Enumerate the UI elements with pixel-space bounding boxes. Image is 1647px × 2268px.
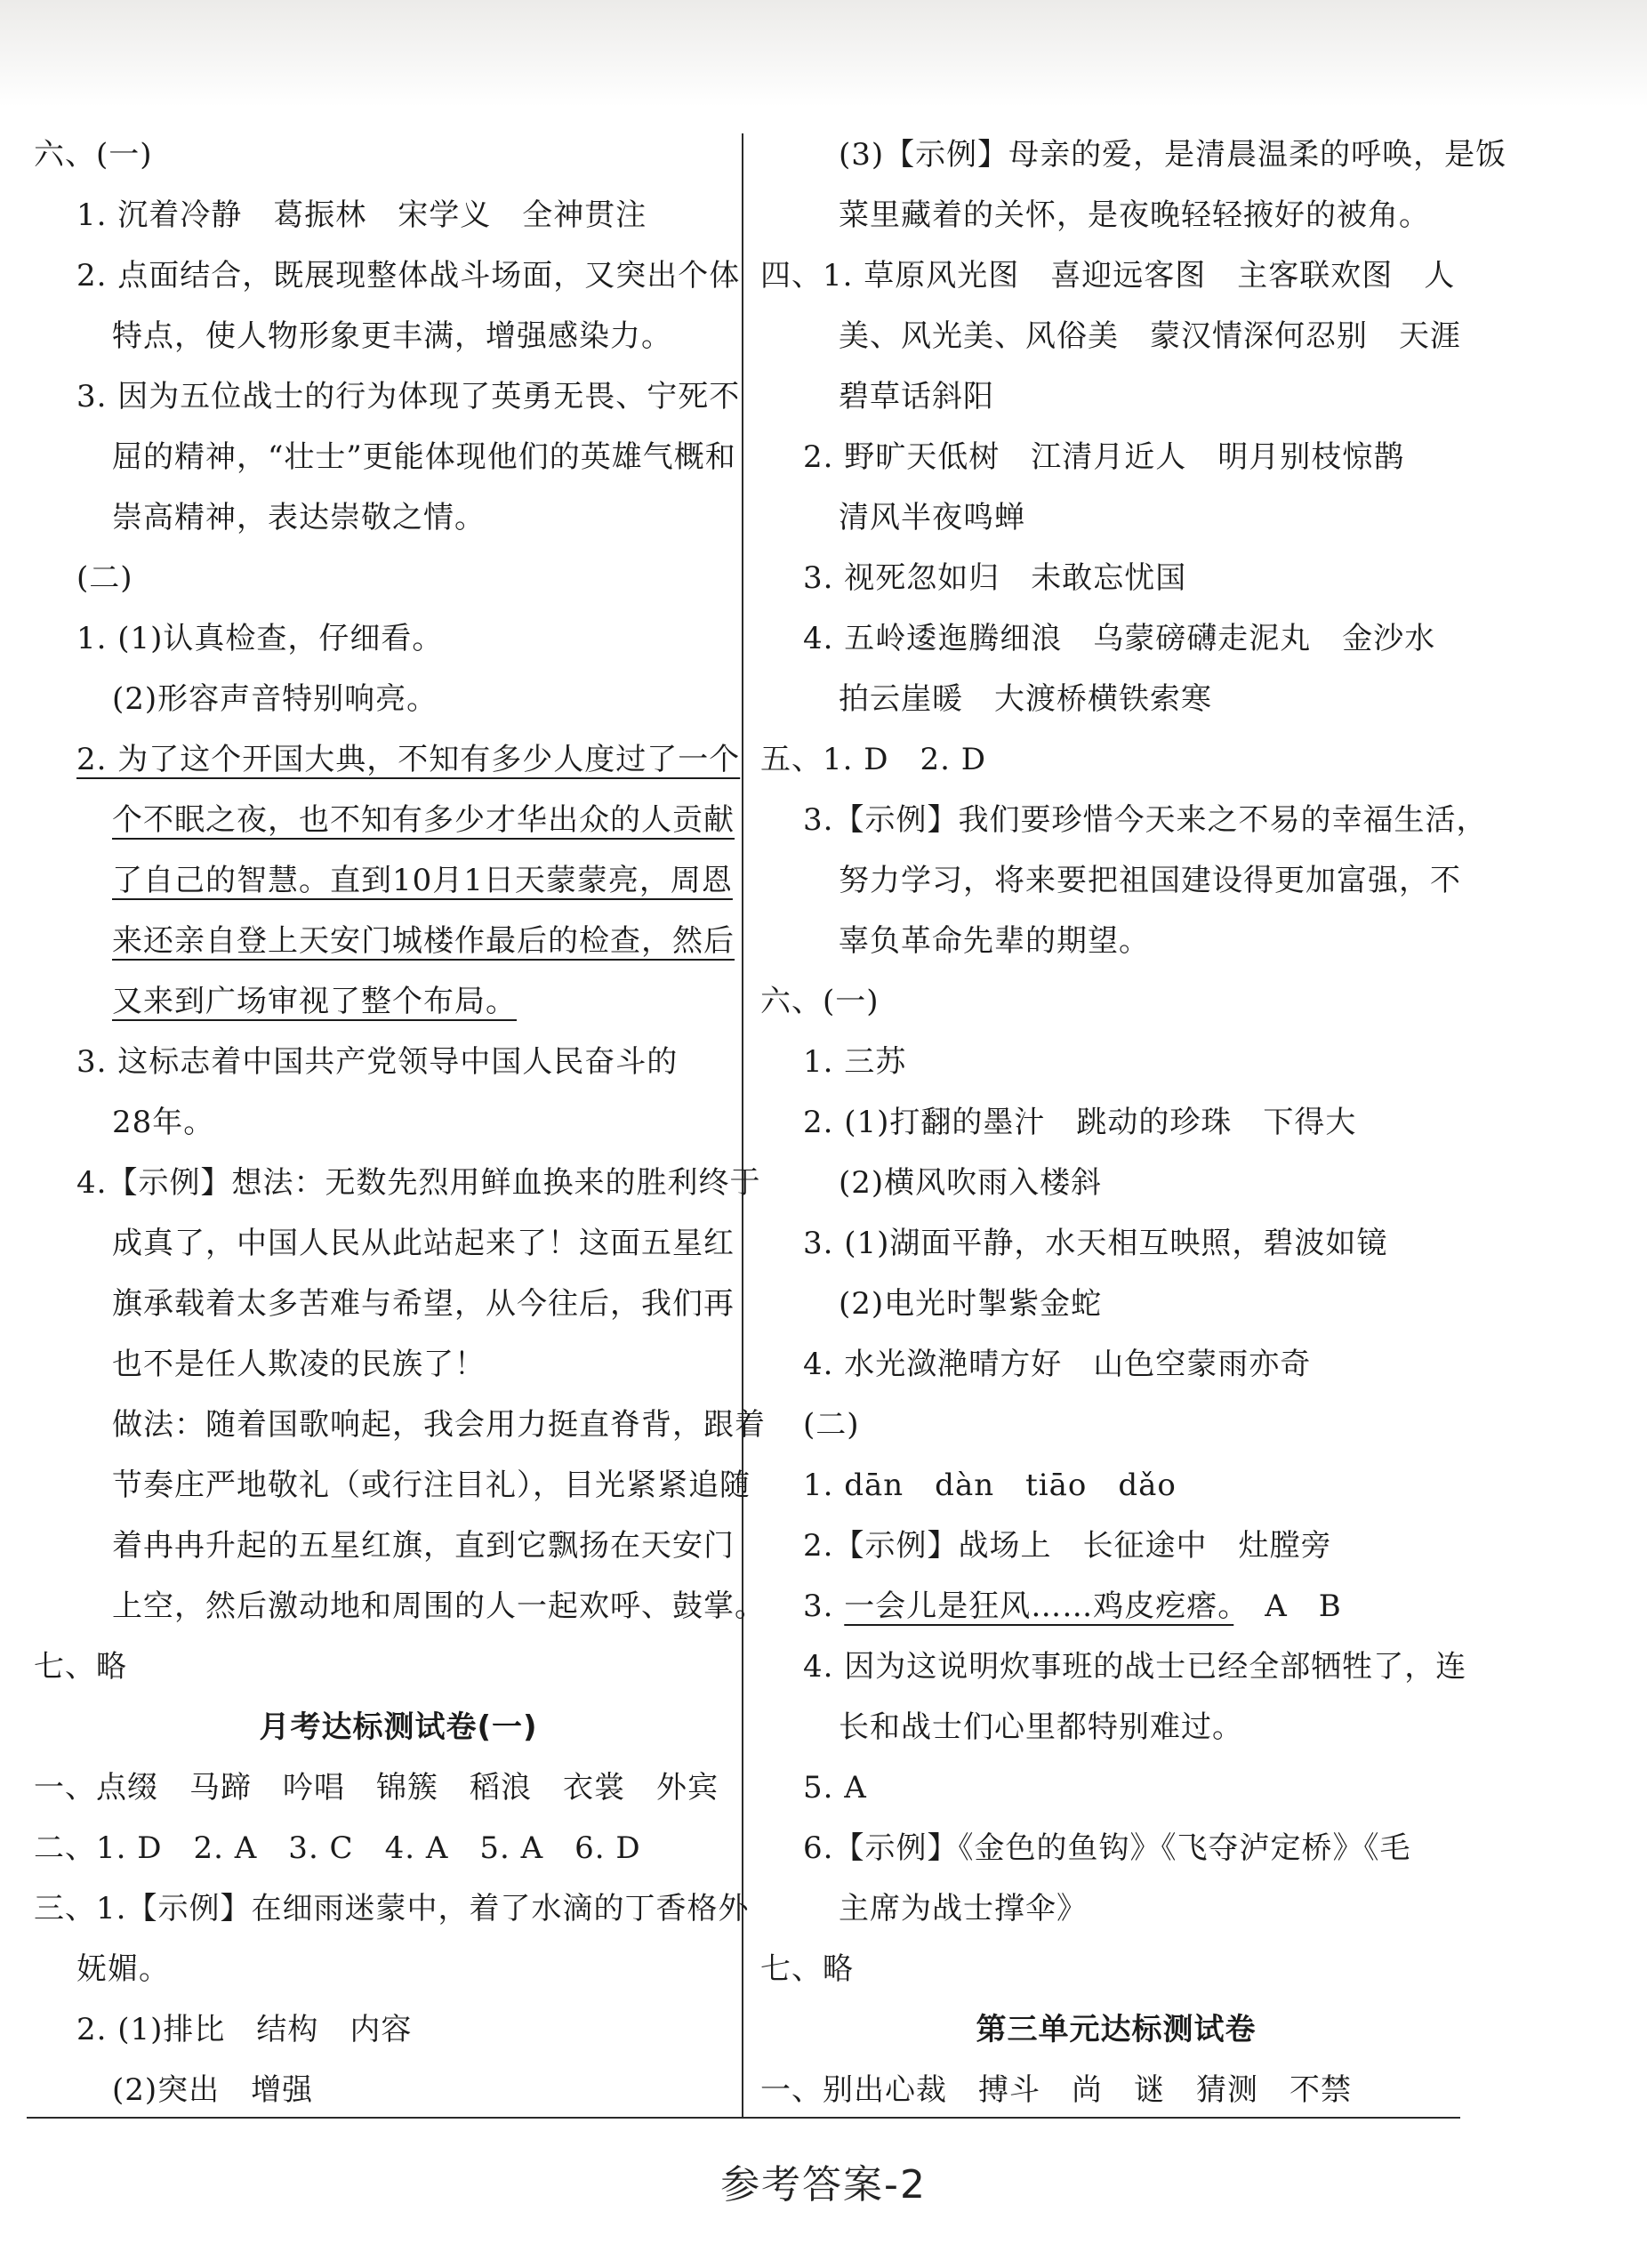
right-column — [760, 125, 1507, 2120]
answer-line — [34, 790, 763, 850]
underlined-text: 又来到广场审视了整个布局。 — [112, 984, 517, 1019]
answer-line: 七、略 — [34, 1649, 127, 1685]
answer-line: 节奏庄严地敬礼（或行注目礼），目光紧紧追随 — [112, 1468, 751, 1503]
scan-top-band — [0, 0, 1647, 107]
answer-line: 2. 点面结合，既展现整体战斗场面，又突出个体 — [76, 258, 741, 294]
answer-line: 碧草话斜阳 — [839, 379, 994, 414]
answer-line: 4. 五岭逶迤腾细浪 乌蒙磅礴走泥丸 金沙水 — [803, 621, 1436, 656]
answer-line: 4. 因为这说明炊事班的战士已经全部牺牲了，连 — [803, 1649, 1467, 1685]
answer-line: 崇高精神，表达崇敬之情。 — [112, 500, 486, 535]
answer-line: 3. 视死忽如归 未敢忘忧国 — [803, 560, 1187, 596]
answer-line: 妩媚。 — [76, 1951, 170, 1987]
answer-line: 上空，然后激动地和周围的人一起欢呼、鼓掌。 — [112, 1588, 766, 1624]
answer-line: 1. 三苏 — [803, 1044, 907, 1080]
answer-line: (二) — [76, 560, 133, 596]
answer-line: 美、风光美、风俗美 蒙汉情深何忍别 天涯 — [839, 318, 1461, 354]
section-title: 月考达标测试卷(一) — [259, 1709, 538, 1745]
answer-line: 2. (1)排比 结构 内容 — [76, 2012, 413, 2047]
answer-line: (2)形容声音特别响亮。 — [112, 681, 438, 717]
answer-line: 特点，使人物形象更丰满，增强感染力。 — [112, 318, 672, 354]
answer-line: 旗承载着太多苦难与希望，从今往后，我们再 — [112, 1286, 735, 1322]
answer-line: 着冉冉升起的五星红旗，直到它飘扬在天安门 — [112, 1528, 735, 1564]
answer-line: 七、略 — [760, 1951, 854, 1987]
answer-line — [34, 850, 763, 911]
answer-line: 1. 沉着冷静 葛振林 宋学义 全神贯注 — [76, 197, 647, 233]
answer-line: 辜负革命先辈的期望。 — [839, 923, 1150, 959]
answer-line: 3.【示例】我们要珍惜今天来之不易的幸福生活， — [803, 802, 1488, 838]
answer-line: 菜里藏着的关怀，是夜晚轻轻掖好的被角。 — [839, 197, 1430, 233]
underlined-text: 个不眠之夜，也不知有多少才华出众的人贡献 — [112, 802, 735, 838]
answer-line: 六、(一) — [760, 984, 880, 1019]
answer-line: 3. (1)湖面平静，水天相互映照，碧波如镜 — [803, 1226, 1388, 1261]
answer-line: 长和战士们心里都特别难过。 — [839, 1709, 1243, 1745]
answer-line — [34, 971, 763, 1032]
answer-line: 拍云崖暖 大渡桥横铁索寒 — [839, 681, 1212, 717]
answer-line: 做法：随着国歌响起，我会用力挺直脊背，跟着 — [112, 1407, 766, 1443]
answer-line: 1. (1)认真检查，仔细看。 — [76, 621, 444, 656]
answer-line: 3. 一会儿是狂风……鸡皮疙瘩。 A B — [803, 1588, 1342, 1624]
answer-line: 四、1. 草原风光图 喜迎远客图 主客联欢图 人 — [760, 258, 1456, 294]
answer-line: 屈的精神，“壮士”更能体现他们的英雄气概和 — [112, 439, 736, 475]
answer-line: 三、1.【示例】在细雨迷蒙中，着了水滴的丁香格外 — [34, 1891, 750, 1926]
answer-line: 六、(一) — [34, 137, 153, 173]
answer-line: 也不是任人欺凌的民族了！ — [112, 1347, 486, 1382]
answer-line: 3. 这标志着中国共产党领导中国人民奋斗的 — [76, 1044, 679, 1080]
answer-line: 二、1. D 2. A 3. C 4. A 5. A 6. D — [34, 1830, 641, 1866]
answer-line: 4. 水光潋滟晴方好 山色空蒙雨亦奇 — [803, 1347, 1312, 1382]
answer-line: (二) — [803, 1407, 860, 1443]
page-footer: 参考答案-2 — [720, 2162, 927, 2208]
answer-line: 主席为战士撑伞》 — [839, 1891, 1088, 1926]
answer-line: (3)【示例】母亲的爱，是清晨温柔的呼唤，是饭 — [839, 137, 1507, 173]
answer-line: 1. dān dàn tiāo dǎo — [803, 1468, 1177, 1503]
underlined-text: 来还亲自登上天安门城楼作最后的检查，然后 — [112, 923, 735, 959]
answer-line: 4.【示例】想法：无数先烈用鲜血换来的胜利终于 — [76, 1165, 761, 1201]
answer-line: 努力学习，将来要把祖国建设得更加富强，不 — [839, 863, 1461, 898]
answer-line: 五、1. D 2. D — [760, 742, 987, 777]
answer-line: 3. 因为五位战士的行为体现了英勇无畏、宁死不 — [76, 379, 741, 414]
answer-line: 2. 野旷天低树 江清月近人 明月别枝惊鹊 — [803, 439, 1405, 475]
left-column — [34, 125, 766, 2120]
underlined-text: 2. 为了这个开国大典，不知有多少人度过了一个 — [76, 742, 741, 777]
underlined-text: 了自己的智慧。直到10月1日天蒙蒙亮，周恩 — [112, 863, 733, 898]
answer-line — [34, 911, 763, 971]
answer-line: 一、点缀 马蹄 吟唱 锦簇 稻浪 衣裳 外宾 — [34, 1770, 719, 1806]
answer-line: (2)电光时掣紫金蛇 — [839, 1286, 1103, 1322]
answer-line: 清风半夜鸣蝉 — [839, 500, 1025, 535]
answer-line: 2. (1)打翻的墨汁 跳动的珍珠 下得大 — [803, 1105, 1357, 1140]
answer-line — [34, 729, 763, 790]
answer-line: 5. A — [803, 1770, 867, 1806]
answer-line: (2)横风吹雨入楼斜 — [839, 1165, 1103, 1201]
answer-line: 28年。 — [112, 1105, 215, 1140]
underlined-text: 一会儿是狂风……鸡皮疙瘩。 — [844, 1588, 1234, 1624]
section-title: 第三单元达标测试卷 — [976, 2012, 1257, 2047]
answer-line: (2)突出 增强 — [112, 2072, 314, 2108]
answer-line: 6.【示例】《金色的鱼钩》《飞夺泸定桥》《毛 — [803, 1830, 1411, 1866]
answer-line: 一、别出心裁 搏斗 尚 谜 猜测 不禁 — [760, 2072, 1352, 2108]
answer-line: 成真了，中国人民从此站起来了！这面五星红 — [112, 1226, 735, 1261]
answer-line: 2.【示例】战场上 长征途中 灶膛旁 — [803, 1528, 1332, 1564]
